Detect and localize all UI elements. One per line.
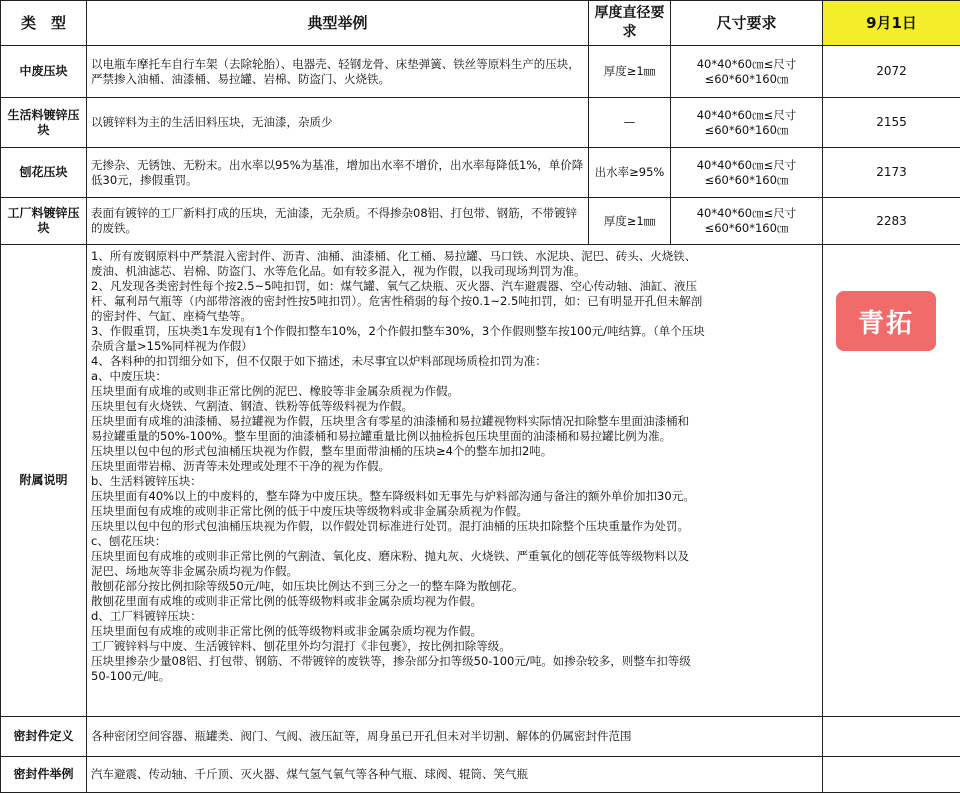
- seal-def-label: 密封件定义: [1, 717, 87, 757]
- row-thickness: 出水率≥95%: [589, 148, 671, 198]
- seal-examples-text: 汽车避震、传动轴、千斤顶、灭火器、煤气氢气氧气等各种气瓶、球阀、辊筒、笑气瓶: [87, 757, 823, 793]
- header-date: 9月1日: [823, 1, 960, 46]
- notes-line: 50-100元/吨。: [91, 669, 171, 683]
- header-row: [1, 1, 960, 46]
- seal-def-text: 各种密闭空间容器、瓶罐类、阀门、气阀、液压缸等，周身虽已开孔但未对半切割、解体的仍属密封件范围: [87, 717, 823, 757]
- row-price: 2072: [823, 46, 960, 98]
- notes-line: 杆、氟利昂气瓶等（内部带溶液的密封性按5吨扣罚）。危害性稍弱的每个按0.1~2.5吨扣罚，如：已有明显开孔但未解剖: [91, 294, 703, 308]
- notes-line: 4、各料种的扣罚细分如下，但不仅限于如下描述，未尽事宜以炉料部现场质检扣罚为准：: [91, 354, 547, 368]
- row-type: 刨花压块: [1, 148, 87, 198]
- notes-line: a、中废压块：: [91, 369, 168, 383]
- notes-line: 压块里面包有成堆的或则非正常比例的低等级物料或非金属杂质均视为作假。: [91, 624, 482, 638]
- header-thickness: 厚度直径要求: [589, 1, 671, 46]
- row-type: 中废压块: [1, 46, 87, 98]
- notes-line: 废油、机油滤芯、岩棉、防盗门、水等危化品。如有较多混入，视为作假，以我司现场判罚为准。: [91, 264, 586, 278]
- seal-def-blank: [823, 717, 960, 757]
- notes-line: 杂质含量>15%同样视为作假）: [91, 339, 253, 353]
- notes-line: c、刨花压块：: [91, 534, 167, 548]
- notes-line: 压块里包有火烧铁、气割渣、钢渣、铁粉等低等级料视为作假。: [91, 399, 413, 413]
- row-example: 以镀锌料为主的生活旧料压块，无油漆，杂质少: [87, 98, 589, 148]
- row-type: 生活料镀锌压块: [1, 98, 87, 148]
- notes-line: 压块里以包中包的形式包油桶压块视为作假，以作假处罚标准进行处罚。混打油桶的压块扣除整个压块重量作为处罚。: [91, 519, 689, 533]
- notes-line: 工厂镀锌料与中废、生活镀锌料、刨花里外均匀混打《非包裹》，按比例扣除等级。: [91, 639, 511, 653]
- row-size: 40*40*60㎝≤尺寸≤60*60*160㎝: [671, 98, 823, 148]
- notes-line: 易拉罐重量的50%-100%。整车里面的油漆桶和易拉罐重量比例以抽检拆包压块里面的油漆桶和易拉罐比例为准。: [91, 429, 672, 443]
- row-example: 表面有镀锌的工厂新料打成的压块，无油漆，无杂质。不得掺杂08铝、打包带、钢筋，不带镀锌的废铁。: [87, 198, 589, 245]
- notes-line: 压块里面有成堆的油漆桶、易拉罐视为作假，压块里含有零星的油漆桶和易拉罐视物料实际情况扣除整车里面油漆桶和: [91, 414, 689, 428]
- seal-examples-blank: [823, 757, 960, 793]
- table-row: [1, 198, 960, 245]
- row-size: 40*40*60㎝≤尺寸≤60*60*160㎝: [671, 46, 823, 98]
- notes-line: d、工厂料镀锌压块：: [91, 609, 202, 623]
- row-size: 40*40*60㎝≤尺寸≤60*60*160㎝: [671, 198, 823, 245]
- notes-body: [87, 245, 823, 717]
- notes-line: 压块里掺杂少量08铝、打包带、钢筋、不带镀锌的废铁等，掺杂部分扣等级50-100元/吨。如掺杂较多，则整车扣等级: [91, 654, 691, 668]
- row-price: 2283: [823, 198, 960, 245]
- notes-line: 压块里面带岩棉、沥青等未处理或处理不干净的视为作假。: [91, 459, 390, 473]
- table-row: [1, 98, 960, 148]
- row-example: 无掺杂、无锈蚀、无粉末。出水率以95%为基准，增加出水率不增价，出水率每降低1%，单价降低30元，掺假重罚。: [87, 148, 589, 198]
- notes-line: b、生活料镀锌压块：: [91, 474, 202, 488]
- header-size: 尺寸要求: [671, 1, 823, 46]
- notes-line: 的密封件、气缸、座椅气垫等。: [91, 309, 252, 323]
- table-row: [1, 148, 960, 198]
- brand-stamp: 青拓: [836, 291, 936, 351]
- row-type: 工厂料镀锌压块: [1, 198, 87, 245]
- seal-examples-row: [1, 757, 960, 793]
- notes-line: 散刨花里面有成堆的或则非正常比例的低等级物料或非金属杂质均视为作假。: [91, 594, 482, 608]
- notes-row: [1, 245, 960, 717]
- row-price: 2173: [823, 148, 960, 198]
- row-example: 以电瓶车摩托车自行车架（去除轮胎）、电器壳、轻钢龙骨、床垫弹簧、铁丝等原料生产的压块，严禁掺入油桶、油漆桶、易拉罐、岩棉、防盗门、火烧铁。: [87, 46, 589, 98]
- notes-line: 3、作假重罚，压块类1车发现有1个作假扣整车10%，2个作假扣整车30%，3个作假则整车按100元/吨结算。（单个压块: [91, 324, 705, 338]
- row-thickness: 厚度≥1㎜: [589, 198, 671, 245]
- row-thickness: —: [589, 98, 671, 148]
- notes-line: 泥巴、场地灰等非金属杂质均视为作假。: [91, 564, 298, 578]
- notes-line: 压块里面包有成堆的或则非正常比例的气割渣、氧化皮、磨床粉、抛丸灰、火烧铁、严重氧化的刨花等低等级物料以及: [91, 549, 689, 563]
- header-example: 典型举例: [87, 1, 589, 46]
- row-price: 2155: [823, 98, 960, 148]
- seal-def-row: [1, 717, 960, 757]
- row-thickness: 厚度≥1㎜: [589, 46, 671, 98]
- notes-label: 附属说明: [1, 245, 87, 717]
- row-size: 40*40*60㎝≤尺寸≤60*60*160㎝: [671, 148, 823, 198]
- notes-line: 压块里面包有成堆的或则非正常比例的低于中废压块等级物料或非金属杂质视为作假。: [91, 504, 528, 518]
- seal-examples-label: 密封件举例: [1, 757, 87, 793]
- notes-line: 散刨花部分按比例扣除等级50元/吨，如压块比例达不到三分之一的整车降为散刨花。: [91, 579, 524, 593]
- notes-line: 压块里以包中包的形式包油桶压块视为作假，整车里面带油桶的压块≥4个的整车加扣2吨。: [91, 444, 553, 458]
- notes-line: 1、所有废钢原料中严禁混入密封件、沥青、油桶、油漆桶、化工桶、易拉罐、马口铁、水泥块、泥巴、砖头、火烧铁、: [91, 249, 697, 263]
- notes-line: 压块里面有40%以上的中废料的，整车降为中废压块。整车降级料如无事先与炉料部沟通与备注的额外单价加扣30元。: [91, 489, 695, 503]
- notes-line: 压块里面有成堆的或则非正常比例的泥巴、橡胶等非金属杂质视为作假。: [91, 384, 459, 398]
- header-type: 类 型: [1, 1, 87, 46]
- notes-line: 2、凡发现各类密封性每个按2.5~5吨扣罚，如：煤气罐、氧气乙炔瓶、灭火器、汽车避震器、空心传动轴、油缸、液压: [91, 279, 698, 293]
- table-row: [1, 46, 960, 98]
